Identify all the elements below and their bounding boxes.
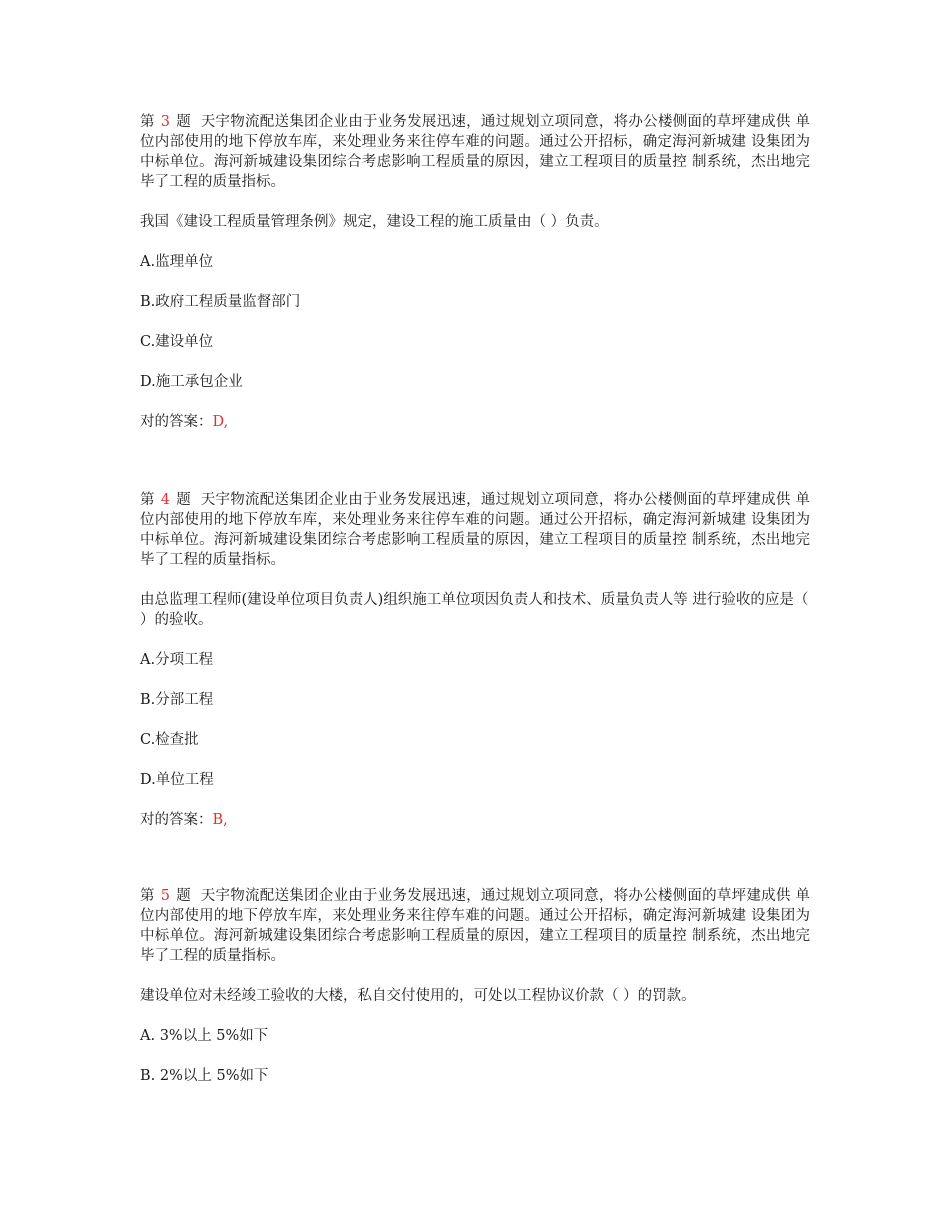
question-block-5 [140, 886, 810, 1086]
question-block-3 [140, 112, 810, 432]
question-stem-text: 天宇物流配送集团企业由于业务发展迅速，通过规划立项同意，将办公楼侧面的草坪建成供 单位内部使用的地下停放车库，来处理业务来往停车难的问题。通过公开招标，确定海河新城建 设集团为中标单位。海河新城建设集团综合考虑影响工程质量的原因，建立工程项目的质量控 制系统，杰出地完毕了工程的质量指标。 [140, 114, 811, 190]
answer-line [140, 412, 810, 432]
question-stem [140, 112, 810, 192]
option-c: C.检查批 [140, 732, 199, 748]
question-number: 5 [160, 888, 170, 904]
question-stem-text: 天宇物流配送集团企业由于业务发展迅速，通过规划立项同意，将办公楼侧面的草坪建成供 单位内部使用的地下停放车库，来处理业务来往停车难的问题。通过公开招标，确定海河新城建 设集团为中标单位。海河新城建设集团综合考虑影响工程质量的原因，建立工程项目的质量控 制系统，杰出地完毕了工程的质量指标。 [140, 492, 811, 568]
question-suffix: 题 [175, 114, 191, 130]
question-text: 由总监理工程师(建设单位项目负责人)组织施工单位项因负责人和技术、质量负责人等 进行验收的应是（ ）的验收。 [140, 592, 809, 628]
answer-label: 对的答案： [140, 812, 213, 828]
question-text: 我国《建设工程质量管理条例》规定，建设工程的施工质量由（ ）负责。 [140, 214, 609, 230]
question-stem-text: 天宇物流配送集团企业由于业务发展迅速，通过规划立项同意，将办公楼侧面的草坪建成供 单位内部使用的地下停放车库，来处理业务来往停车难的问题。通过公开招标，确定海河新城建 设集团为中标单位。海河新城建设集团综合考虑影响工程质量的原因，建立工程项目的质量控 制系统，杰出地完毕了工程的质量指标。 [140, 888, 811, 964]
question-number: 3 [160, 114, 170, 130]
question-stem [140, 490, 810, 570]
question-suffix: 题 [175, 888, 191, 904]
option-b: B.分部工程 [140, 692, 214, 708]
option-b: B. 2%以上 5%如下 [140, 1068, 269, 1084]
question-block-4 [140, 490, 810, 830]
option-a: A. 3%以上 5%如下 [140, 1028, 269, 1044]
question-number: 4 [160, 492, 170, 508]
answer-label: 对的答案： [140, 414, 213, 430]
question-suffix: 题 [175, 492, 191, 508]
option-c: C.建设单位 [140, 334, 214, 350]
question-stem [140, 886, 810, 966]
option-b: B.政府工程质量监督部门 [140, 294, 301, 310]
answer-line [140, 810, 810, 830]
option-a: A.监理单位 [140, 254, 214, 270]
question-prefix: 第 [140, 888, 155, 904]
question-prefix: 第 [140, 114, 155, 130]
answer-value: B, [212, 812, 228, 828]
question-text: 建设单位对未经竣工验收的大楼，私自交付使用的，可处以工程协议价款（ ）的罚款。 [140, 988, 696, 1004]
answer-value: D, [212, 414, 229, 430]
option-a: A.分项工程 [140, 652, 214, 668]
option-d: D.单位工程 [140, 772, 214, 788]
question-prefix: 第 [140, 492, 155, 508]
option-d: D.施工承包企业 [140, 374, 243, 390]
